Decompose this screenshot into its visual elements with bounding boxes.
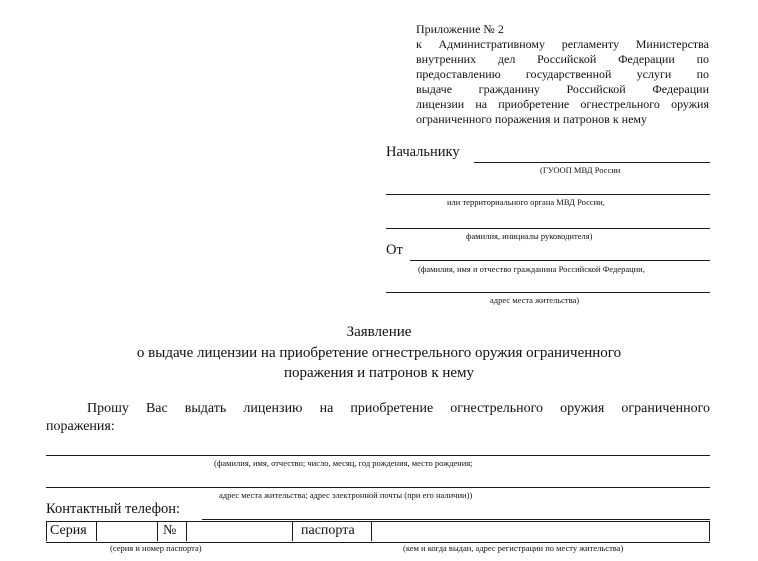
appendix-line: предоставлению государственной услуги по: [416, 67, 709, 81]
passport-series-field[interactable]: [97, 522, 156, 540]
contact-phone-label: Контактный телефон:: [46, 501, 181, 517]
request-text-1: Прошу Вас выдать лицензию на приобретение огнестрельного оружия ограниченного: [87, 401, 710, 416]
from-hint-1: (фамилия, имя и отчество гражданина Российской Федерации,: [418, 264, 645, 274]
table-divider: [46, 521, 47, 541]
request-text-2: поражения:: [46, 419, 115, 434]
to-field-line[interactable]: [474, 162, 710, 163]
passport-hint-right: (кем и когда выдан, адрес регистрации по месту жительства): [403, 543, 624, 553]
appendix-line: к Административному регламенту Министерства: [416, 37, 709, 51]
document-subtitle-2: поражения и патронов к нему: [283, 365, 475, 381]
table-divider: [709, 521, 710, 541]
to-hint-3: фамилия, инициалы руководителя): [466, 231, 593, 241]
document-subtitle-1: о выдаче лицензии на приобретение огнестрельного оружия ограниченного: [136, 345, 622, 361]
passport-hint-left: (серия и номер паспорта): [110, 543, 202, 553]
document-title: Заявление: [346, 324, 412, 340]
from-hint-2: адрес места жительства): [490, 295, 580, 305]
to-field-line-3[interactable]: [386, 228, 710, 229]
to-field-line-2[interactable]: [386, 194, 710, 195]
applicant-hint-1: (фамилия, имя, отчество; число, месяц, год рождения, место рождения;: [214, 458, 473, 468]
passport-series-label: Серия: [50, 523, 87, 538]
appendix-line: лицензии на приобретение огнестрельного оружия: [416, 97, 709, 111]
from-field-line[interactable]: [410, 260, 710, 261]
applicant-field-line-2[interactable]: [46, 487, 710, 488]
applicant-hint-2: адрес места жительства; адрес электронной почты (при его наличии)): [219, 490, 473, 500]
from-label: От: [386, 242, 403, 258]
appendix-line: внутренних дел Российской Федерации по: [416, 52, 709, 66]
passport-number-label: №: [163, 523, 177, 538]
contact-phone-field[interactable]: [202, 519, 710, 520]
applicant-field-line[interactable]: [46, 455, 710, 456]
to-hint-2: или территориального органа МВД России,: [447, 197, 605, 207]
appendix-line: выдаче гражданину Российской Федерации: [416, 82, 709, 96]
passport-label: паспорта: [301, 523, 355, 538]
passport-issued-field[interactable]: [372, 522, 708, 540]
appendix-line: ограниченного поражения и патронов к нему: [416, 112, 647, 126]
from-field-line-2[interactable]: [386, 292, 710, 293]
to-hint-1: (ГУООП МВД России: [540, 165, 621, 175]
to-label: Начальнику: [386, 144, 460, 160]
passport-number-field[interactable]: [187, 522, 291, 540]
table-divider: [292, 521, 293, 541]
appendix-block: [416, 22, 709, 127]
table-divider: [157, 521, 158, 541]
appendix-title: Приложение № 2: [416, 22, 504, 36]
